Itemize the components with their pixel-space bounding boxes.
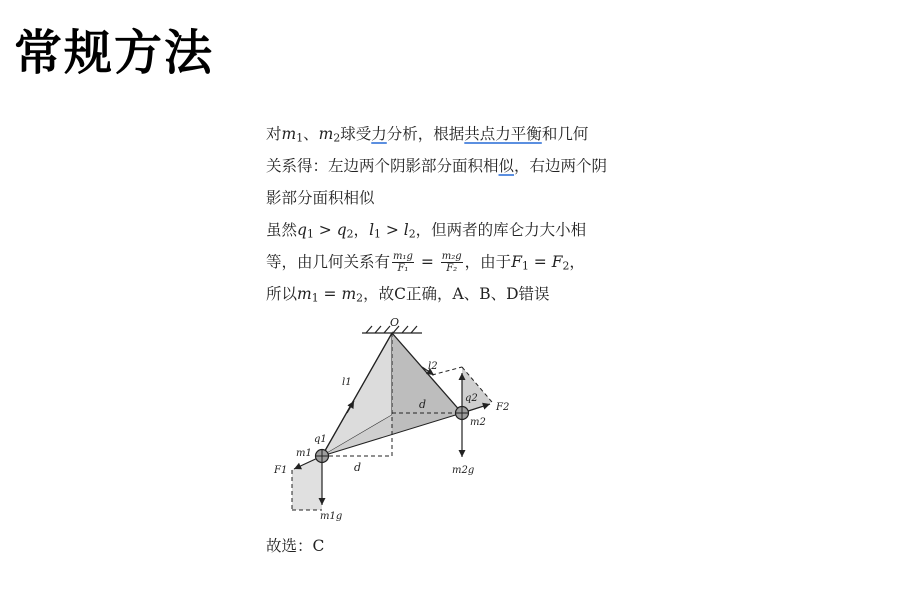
label-d-left: d [354,461,362,474]
solution-text [266,118,666,310]
label-m2: m2 [470,417,486,428]
shaded-triangle-right [392,333,462,435]
answer-value: C [312,537,325,555]
label-F2: F2 [496,402,510,413]
label-O: O [390,316,400,329]
ball-m2 [456,407,469,420]
label-l2: l2 [428,361,438,372]
force-diagram [262,315,532,525]
label-F1: F1 [274,465,288,476]
label-m1: m1 [296,448,312,459]
answer-line [266,534,324,556]
label-d-right: d [419,398,427,411]
label-m2g: m2g [452,465,475,476]
label-l1: l1 [342,377,352,388]
label-m1g: m1g [320,511,343,522]
force-triangle-m2 [462,367,492,413]
fraction-left: $\frac{\text{m₁g}}{\text{F₁}}$ [393,251,413,274]
fraction-right: $\frac{\text{m₂g}}{\text{F₂}}$ [441,251,462,274]
page-title: 常规方法 [14,25,215,81]
text-line-1: 对$m_1$、$m_2$球受力分析，根据共点力平衡和几何 [266,125,589,145]
text-line-4: 虽然$q_1 > q_2$，$l_1 > l_2$，但两者的库仑力大小相 [266,221,587,241]
ball-m1 [316,450,329,463]
label-q1: q1 [314,434,327,445]
text-line-6: 所以$m_1 = m_2$，故C正确，A、B、D错误 [266,285,550,305]
force-triangle-m1 [292,456,322,510]
label-q2: q2 [465,393,478,404]
text-line-2: 关系得：左边两个阴影部分面积相似，右边两个阴 [266,157,608,175]
answer-label: 故选： [266,537,313,555]
text-line-3: 影部分面积相似 [266,189,375,207]
text-line-5: 等，由几何关系有 $\frac{\text{m₁g}}{\text{F₁}}$ = $\frac{\text{m₂g}}{\text{F₂}}$ ，由于$F_1 = F_2$， [266,251,585,274]
